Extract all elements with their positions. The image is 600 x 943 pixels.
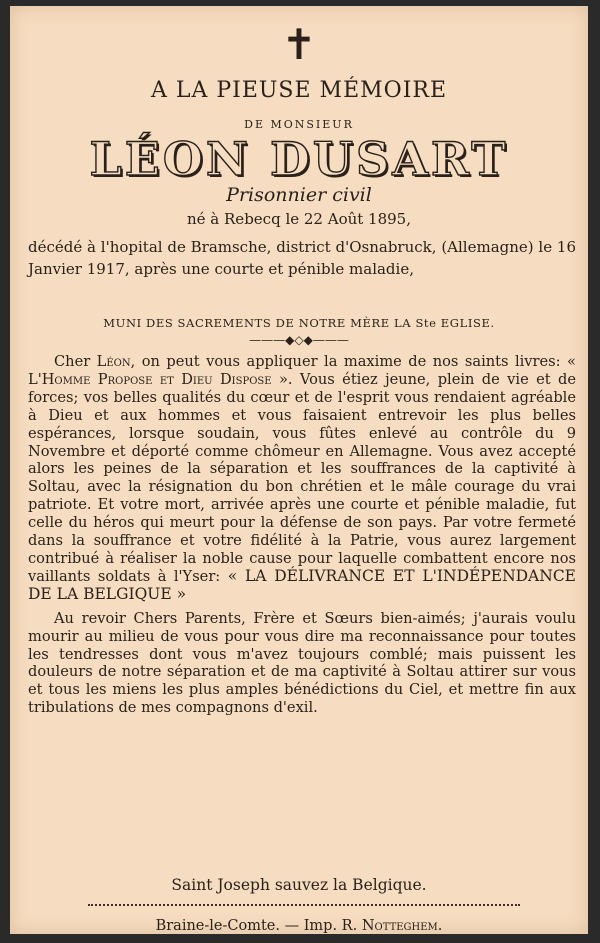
death-details: décédé à l'hopital de Bramsche, district d'Osnabruck, (Allemagne) le 16 Janvier 1917, après une courte et pénible maladie, (28, 238, 576, 278)
deceased-role: Prisonnier civil (226, 184, 372, 206)
tribute-intro: Cher (54, 353, 97, 370)
memorial-heading: A LA PIEUSE MÉMOIRE (150, 78, 448, 103)
printer-end: . (437, 918, 443, 934)
tribute-maxim: L'Homme Propose et Dieu Dispose (28, 370, 272, 388)
printer-name: Notteghem (361, 918, 438, 934)
monsieur-label: DE MONSIEUR (244, 118, 354, 131)
birth-line: né à Rebecq le 22 Août 1895, (187, 210, 411, 228)
cross-icon: ✝ (281, 20, 317, 69)
paragraph-farewell: Au revoir Chers Parents, Frère et Sœurs bien-aimés; j'aurais voulu mourir au milieu de vous pour vous dire ma reconnaissance pour toutes les tendresses dont vous m'avez toujours comblé; mais puissent les douleurs de notre séparation et de ma captivité à Soltau attirer sur vous et tous les miens les plus amples bénédictions du Ciel, et mettre fin aux tribulations de mes compagnons d'exil. (28, 609, 576, 717)
sacraments-line: MUNI DES SACREMENTS DE NOTRE MÈRE LA Ste EGLISE. (103, 316, 495, 330)
deceased-name: LÉON DUSART (89, 132, 509, 186)
paragraph-tribute (28, 353, 576, 604)
dotted-divider (88, 904, 520, 906)
tribute-name: Léon (96, 353, 131, 370)
tribute-cause: « LA DÉLIVRANCE ET L'INDÉPENDANCE DE LA BELGIQUE » (28, 566, 576, 603)
memorial-card (10, 6, 588, 934)
ornament-divider: ———◆◇◆——— (249, 333, 349, 347)
closing-prayer: Saint Joseph sauvez la Belgique. (171, 876, 427, 894)
tribute-text-b: ». Vous étiez jeune, plein de vie et de forces; vos belles qualités du cœur et de l'esprit vous rendaient agréable à Dieu et aux hommes et vous faisaient entrevoir les plus belles espérances, lorsque soudain, vous fûtes enlevé au contrôle du 9 Novembre et déporté comme chômeur en Allemagne. Vous avez accepté alors les peines de la séparation et les souffrances de la captivité à Soltau, avec la résignation du bon chrétien et le mâle courage du vrai patriote. Et votre mort, arrivée après une courte et pénible maladie, fut celle du héros qui meurt pour la défense de son pays. Par votre fermeté dans la souffrance et votre fidélité à la Patrie, vous aurez largement contribué à réaliser la noble cause pour laquelle combattent encore nos vaillants soldats à l'Yser: (28, 370, 577, 585)
memorial-text (28, 353, 576, 717)
tribute-text-a: , on peut vous appliquer la maxime de nos saints livres: « (130, 353, 576, 370)
printer-text: Braine-le-Comte. — Imp. R. (155, 918, 362, 934)
printer-line (10, 918, 588, 934)
